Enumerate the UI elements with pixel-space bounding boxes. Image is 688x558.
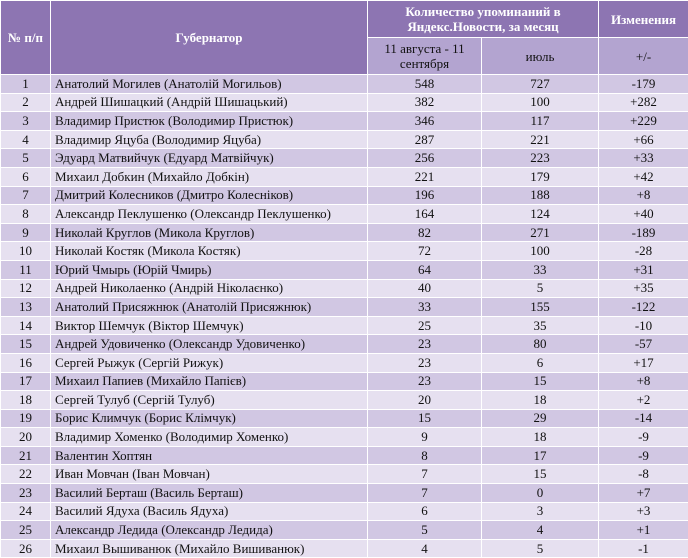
mentions-july: 6: [482, 353, 599, 372]
mentions-aug-sep: 548: [368, 75, 482, 94]
mentions-aug-sep: 7: [368, 465, 482, 484]
mentions-aug-sep: 221: [368, 167, 482, 186]
mentions-change: +33: [599, 149, 688, 168]
table-row: [1, 353, 688, 372]
governor-name: Владимир Яцуба (Володимир Яцуба): [51, 130, 368, 149]
governor-name: Юрий Чмырь (Юрій Чмирь): [51, 260, 368, 279]
mentions-change: -8: [599, 465, 688, 484]
table-row: [1, 502, 688, 521]
mentions-july: 5: [482, 539, 599, 558]
header-governor: Губернатор: [51, 1, 368, 75]
mentions-aug-sep: 5: [368, 521, 482, 540]
row-number: 16: [1, 353, 51, 372]
governor-name: Сергей Тулуб (Сергій Тулуб): [51, 391, 368, 410]
governor-name: Дмитрий Колесников (Дмитро Колесніков): [51, 186, 368, 205]
row-number: 17: [1, 372, 51, 391]
table-header: [1, 1, 688, 75]
mentions-july: 117: [482, 112, 599, 131]
table-row: [1, 428, 688, 447]
table-row: [1, 335, 688, 354]
table-row: [1, 223, 688, 242]
mentions-july: 35: [482, 316, 599, 335]
mentions-change: +42: [599, 167, 688, 186]
mentions-change: +40: [599, 205, 688, 224]
mentions-change: -14: [599, 409, 688, 428]
governor-name: Иван Мовчан (Іван Мовчан): [51, 465, 368, 484]
governor-name: Александр Пеклушенко (Олександр Пеклушенко): [51, 205, 368, 224]
header-change-sign: +/-: [599, 38, 688, 75]
row-number: 12: [1, 279, 51, 298]
table-row: [1, 186, 688, 205]
mentions-july: 33: [482, 260, 599, 279]
row-number: 21: [1, 446, 51, 465]
row-number: 23: [1, 484, 51, 503]
mentions-aug-sep: 33: [368, 298, 482, 317]
table-row: [1, 298, 688, 317]
governor-name: Борис Климчук (Борис Клімчук): [51, 409, 368, 428]
mentions-july: 18: [482, 391, 599, 410]
mentions-change: +2: [599, 391, 688, 410]
mentions-aug-sep: 23: [368, 372, 482, 391]
governor-name: Валентин Хоптян: [51, 446, 368, 465]
row-number: 4: [1, 130, 51, 149]
row-number: 14: [1, 316, 51, 335]
mentions-change: +8: [599, 372, 688, 391]
table-row: [1, 260, 688, 279]
mentions-aug-sep: 9: [368, 428, 482, 447]
table-row: [1, 484, 688, 503]
mentions-july: 15: [482, 372, 599, 391]
governor-name: Михаил Папиев (Михайло Папієв): [51, 372, 368, 391]
table-row: [1, 279, 688, 298]
mentions-aug-sep: 23: [368, 353, 482, 372]
row-number: 15: [1, 335, 51, 354]
row-number: 10: [1, 242, 51, 261]
table-body: [1, 75, 688, 558]
mentions-change: +8: [599, 186, 688, 205]
mentions-change: -28: [599, 242, 688, 261]
mentions-aug-sep: 164: [368, 205, 482, 224]
header-period-july: июль: [482, 38, 599, 75]
mentions-change: +7: [599, 484, 688, 503]
table-row: [1, 205, 688, 224]
mentions-aug-sep: 4: [368, 539, 482, 558]
governor-name: Анатолий Присяжнюк (Анатолій Присяжнюк): [51, 298, 368, 317]
table-row: [1, 372, 688, 391]
mentions-july: 4: [482, 521, 599, 540]
governor-name: Анатолий Могилев (Анатолій Могильов): [51, 75, 368, 94]
table-row: [1, 93, 688, 112]
mentions-july: 80: [482, 335, 599, 354]
mentions-change: +3: [599, 502, 688, 521]
mentions-aug-sep: 382: [368, 93, 482, 112]
mentions-aug-sep: 287: [368, 130, 482, 149]
row-number: 8: [1, 205, 51, 224]
row-number: 22: [1, 465, 51, 484]
mentions-change: +31: [599, 260, 688, 279]
row-number: 7: [1, 186, 51, 205]
governor-name: Сергей Рыжук (Сергій Рижук): [51, 353, 368, 372]
mentions-july: 271: [482, 223, 599, 242]
mentions-july: 221: [482, 130, 599, 149]
mentions-aug-sep: 196: [368, 186, 482, 205]
mentions-july: 17: [482, 446, 599, 465]
header-period-aug-sep: 11 августа - 11 сентября: [368, 38, 482, 75]
mentions-july: 15: [482, 465, 599, 484]
mentions-change: -10: [599, 316, 688, 335]
mentions-july: 124: [482, 205, 599, 224]
mentions-aug-sep: 256: [368, 149, 482, 168]
mentions-aug-sep: 82: [368, 223, 482, 242]
table-row: [1, 521, 688, 540]
mentions-aug-sep: 72: [368, 242, 482, 261]
governor-name: Андрей Шишацкий (Андрій Шишацький): [51, 93, 368, 112]
mentions-change: +66: [599, 130, 688, 149]
governor-name: Николай Круглов (Микола Круглов): [51, 223, 368, 242]
mentions-change: -9: [599, 428, 688, 447]
governor-name: Виктор Шемчук (Віктор Шемчук): [51, 316, 368, 335]
table-row: [1, 316, 688, 335]
row-number: 19: [1, 409, 51, 428]
mentions-aug-sep: 25: [368, 316, 482, 335]
table-row: [1, 539, 688, 558]
mentions-change: -1: [599, 539, 688, 558]
governor-name: Владимир Пристюк (Володимир Пристюк): [51, 112, 368, 131]
mentions-aug-sep: 40: [368, 279, 482, 298]
governor-name: Андрей Удовиченко (Олександр Удовиченко): [51, 335, 368, 354]
mentions-aug-sep: 7: [368, 484, 482, 503]
mentions-july: 5: [482, 279, 599, 298]
mentions-change: -179: [599, 75, 688, 94]
row-number: 26: [1, 539, 51, 558]
governor-name: Николай Костяк (Микола Костяк): [51, 242, 368, 261]
header-mentions: Количество упоминаний в Яндекс.Новости, за месяц: [368, 1, 599, 38]
mentions-aug-sep: 20: [368, 391, 482, 410]
mentions-change: +35: [599, 279, 688, 298]
mentions-change: -9: [599, 446, 688, 465]
mentions-aug-sep: 23: [368, 335, 482, 354]
table-row: [1, 75, 688, 94]
mentions-july: 29: [482, 409, 599, 428]
row-number: 6: [1, 167, 51, 186]
table-row: [1, 167, 688, 186]
governor-name: Михаил Вышиванюк (Михайло Вишиванюк): [51, 539, 368, 558]
mentions-july: 18: [482, 428, 599, 447]
table-row: [1, 149, 688, 168]
row-number: 11: [1, 260, 51, 279]
mentions-aug-sep: 8: [368, 446, 482, 465]
row-number: 3: [1, 112, 51, 131]
mentions-july: 179: [482, 167, 599, 186]
mentions-july: 3: [482, 502, 599, 521]
header-change: Изменения: [599, 1, 688, 38]
header-number: № п/п: [1, 1, 51, 75]
mentions-change: +282: [599, 93, 688, 112]
mentions-july: 223: [482, 149, 599, 168]
row-number: 24: [1, 502, 51, 521]
mentions-aug-sep: 15: [368, 409, 482, 428]
row-number: 1: [1, 75, 51, 94]
row-number: 2: [1, 93, 51, 112]
governor-name: Эдуард Матвийчук (Едуард Матвійчук): [51, 149, 368, 168]
table-row: [1, 446, 688, 465]
governor-name: Андрей Николаенко (Андрій Ніколаєнко): [51, 279, 368, 298]
row-number: 9: [1, 223, 51, 242]
mentions-change: -57: [599, 335, 688, 354]
mentions-july: 188: [482, 186, 599, 205]
row-number: 18: [1, 391, 51, 410]
governor-name: Василий Ядуха (Василь Ядуха): [51, 502, 368, 521]
table-row: [1, 112, 688, 131]
row-number: 5: [1, 149, 51, 168]
table-row: [1, 409, 688, 428]
governor-name: Владимир Хоменко (Володимир Хоменко): [51, 428, 368, 447]
row-number: 25: [1, 521, 51, 540]
table-row: [1, 391, 688, 410]
governor-name: Василий Берташ (Василь Берташ): [51, 484, 368, 503]
mentions-change: -122: [599, 298, 688, 317]
row-number: 20: [1, 428, 51, 447]
table-row: [1, 242, 688, 261]
mentions-july: 727: [482, 75, 599, 94]
mentions-change: +17: [599, 353, 688, 372]
mentions-aug-sep: 346: [368, 112, 482, 131]
row-number: 13: [1, 298, 51, 317]
mentions-july: 100: [482, 93, 599, 112]
table-row: [1, 130, 688, 149]
mentions-change: -189: [599, 223, 688, 242]
table-row: [1, 465, 688, 484]
mentions-aug-sep: 64: [368, 260, 482, 279]
governor-name: Александр Ледида (Олександр Ледида): [51, 521, 368, 540]
mentions-july: 100: [482, 242, 599, 261]
mentions-july: 0: [482, 484, 599, 503]
governor-name: Михаил Добкин (Михайло Добкін): [51, 167, 368, 186]
mentions-july: 155: [482, 298, 599, 317]
mentions-change: +229: [599, 112, 688, 131]
mentions-aug-sep: 6: [368, 502, 482, 521]
mentions-change: +1: [599, 521, 688, 540]
